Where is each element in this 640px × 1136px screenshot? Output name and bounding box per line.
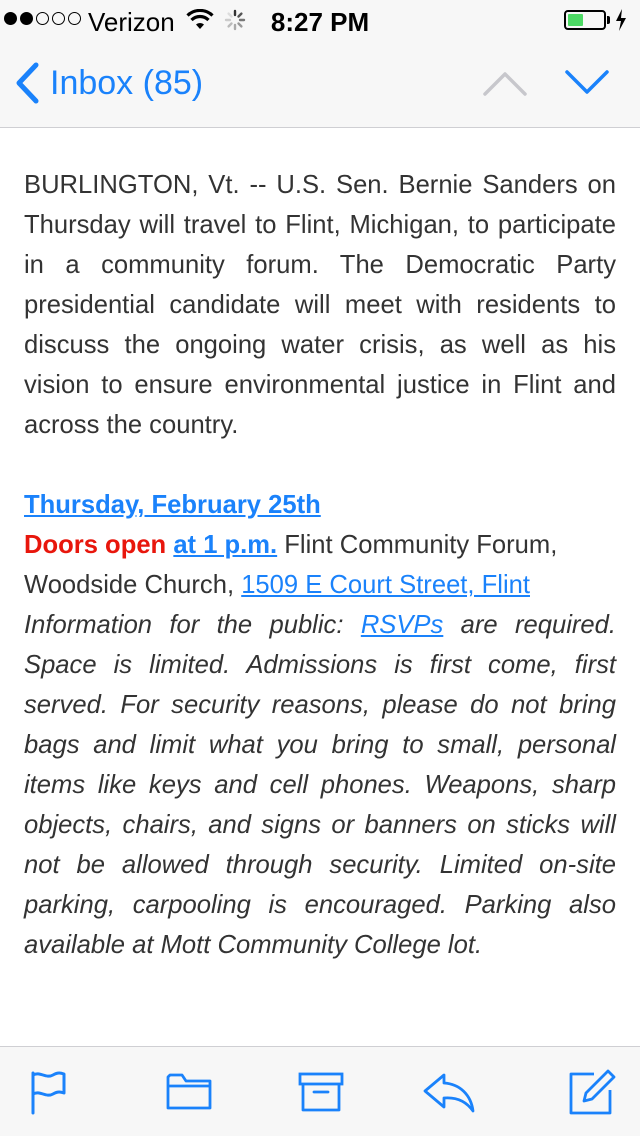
reply-icon [422,1071,476,1113]
info-text: are required. Space is limited. Admissions is first come, first served. For security reasons, please do not bring bags and limit what you bring to small, personal items like keys and cell phones. Weapons, sharp objects, chairs, and signs or banners on sticks will not be allowed through security. Limited on-site parking, carpooling is encouraged. Parking also available at Mott Community College lot. [24,611,616,959]
flag-button[interactable] [28,1071,68,1120]
folder-icon [166,1071,212,1111]
status-time: 8:27 PM [270,7,370,37]
battery-level [568,14,583,26]
compose-button[interactable] [568,1069,616,1122]
carrier-name: Verizon [88,7,175,37]
email-body [24,165,616,965]
battery-icon [564,10,606,30]
event-name: Flint Community Forum, [284,531,558,559]
next-message-button[interactable] [564,68,610,103]
address-link[interactable]: 1509 E Court Street, Flint [241,571,530,599]
reply-button[interactable] [422,1071,476,1118]
public-info-paragraph [24,605,616,965]
event-date-link[interactable]: Thursday, February 25th [24,491,321,519]
intro-paragraph: BURLINGTON, Vt. -- U.S. Sen. Bernie Sanders on Thursday will travel to Flint, Michigan, to participate in a community forum. The Democratic Party presidential candidate will meet with residents to discuss the ongoing water crisis, as well as his vision to ensure environmental justice in Flint and across the country. [24,171,616,439]
previous-message-button[interactable] [482,68,528,103]
rsvp-link[interactable]: RSVPs [360,611,444,639]
message-toolbar [0,1046,640,1136]
doors-open-label: Doors open [24,531,167,559]
chevron-left-icon [14,62,40,104]
event-time-line [24,525,616,565]
info-prefix: Information for the public: [24,611,344,639]
flag-icon [28,1071,68,1115]
status-bar [0,0,640,40]
back-to-inbox-button[interactable] [14,62,203,104]
event-venue-line [24,565,616,605]
compose-icon [568,1069,616,1117]
archive-button[interactable] [298,1071,344,1118]
event-time-link[interactable]: at 1 p.m. [173,531,278,559]
archive-icon [298,1071,344,1113]
back-label: Inbox (85) [50,63,204,102]
venue-name: Woodside Church, [24,571,235,599]
chevron-up-icon [482,68,528,98]
move-to-folder-button[interactable] [166,1071,212,1116]
nav-bar [0,40,640,128]
chevron-down-icon [564,68,610,98]
event-date-line [24,485,616,525]
charging-bolt-icon [614,8,628,37]
